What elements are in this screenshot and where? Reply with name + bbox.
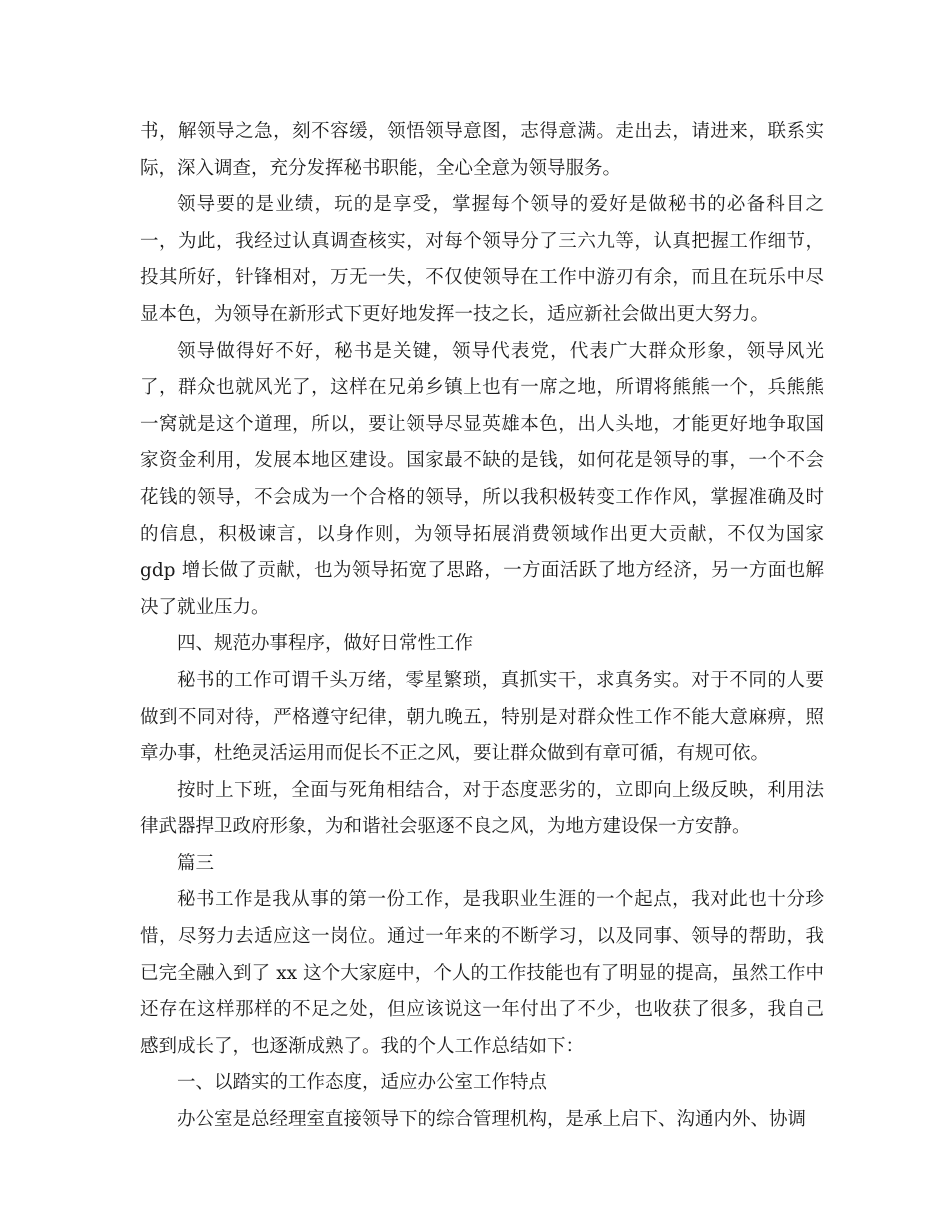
paragraph-10: 办公室是总经理室直接领导下的综合管理机构，是承上启下、沟通内外、协调 xyxy=(177,1109,807,1131)
paragraph-6: 按时上下班，全面与死角相结合，对于态度恶劣的，立即向上级反映，利用法律武器捍卫政府形象，为和谐社会驱逐不良之风，为地方建设保一方安静。 xyxy=(140,779,824,838)
section-heading-4: 四、规范办事程序，做好日常性工作 xyxy=(177,633,474,655)
paragraph-8: 秘书工作是我从事的第一份工作，是我职业生涯的一个起点，我对此也十分珍惜，尽努力去适应这一岗位。通过一年来的不断学习，以及同事、领导的帮助，我已完全融入到了 xx 这个大家庭中，个人的工作技能也有了明显的提高，虽然工作中还存在这样那样的不足之处，但应该说这一年付出了不少，也收获了很多，我自己感到成长了，也逐渐成熟了。我的个人工作总结如下： xyxy=(140,889,824,1057)
paragraph-2: 领导要的是业绩，玩的是享受，掌握每个领导的爱好是做秘书的必备科目之一，为此，我经过认真调查核实，对每个领导分了三六九等，认真把握工作细节，投其所好，针锋相对，万无一失，不仅使领导在工作中游刃有余，而且在玩乐中尽显本色，为领导在新形式下更好地发挥一技之长，适应新社会做出更大努力。 xyxy=(140,194,824,325)
paragraph-5: 秘书的工作可谓千头万绪，零星繁琐，真抓实干，求真务实。对于不同的人要做到不同对待，严格遵守纪律，朝九晚五，特别是对群众性工作不能大意麻痹，照章办事，杜绝灵活运用而促长不正之风，要让群众做到有章可循，有规可依。 xyxy=(140,669,824,765)
paragraph-3: 领导做得好不好，秘书是关键，领导代表党，代表广大群众形象，领导风光了，群众也就风光了，这样在兄弟乡镇上也有一席之地，所谓将熊熊一个，兵熊熊一窝就是这个道理，所以，要让领导尽显英雄本色，出人头地，才能更好地争取国家资金利用，发展本地区建设。国家最不缺的是钱，如何花是领导的事，一个不会花钱的领导，不会成为一个合格的领导，所以我积极转变工作作风，掌握准确及时的信息，积极谏言，以身作则，为领导拓展消费领域作出更大贡献，不仅为国家 gdp 增长做了贡献，也为领导拓宽了思路，一方面活跃了地方经济，另一方面也解决了就业压力。 xyxy=(140,340,824,618)
document-body xyxy=(140,114,824,1139)
section-heading-1: 一、以踏实的工作态度，适应办公室工作特点 xyxy=(177,1072,548,1094)
chapter-heading-part-three: 篇三 xyxy=(177,852,215,874)
paragraph-1: 书，解领导之急，刻不容缓，领悟领导意图，志得意满。走出去，请进来，联系实际，深入调查，充分发挥秘书职能，全心全意为领导服务。 xyxy=(140,121,824,179)
